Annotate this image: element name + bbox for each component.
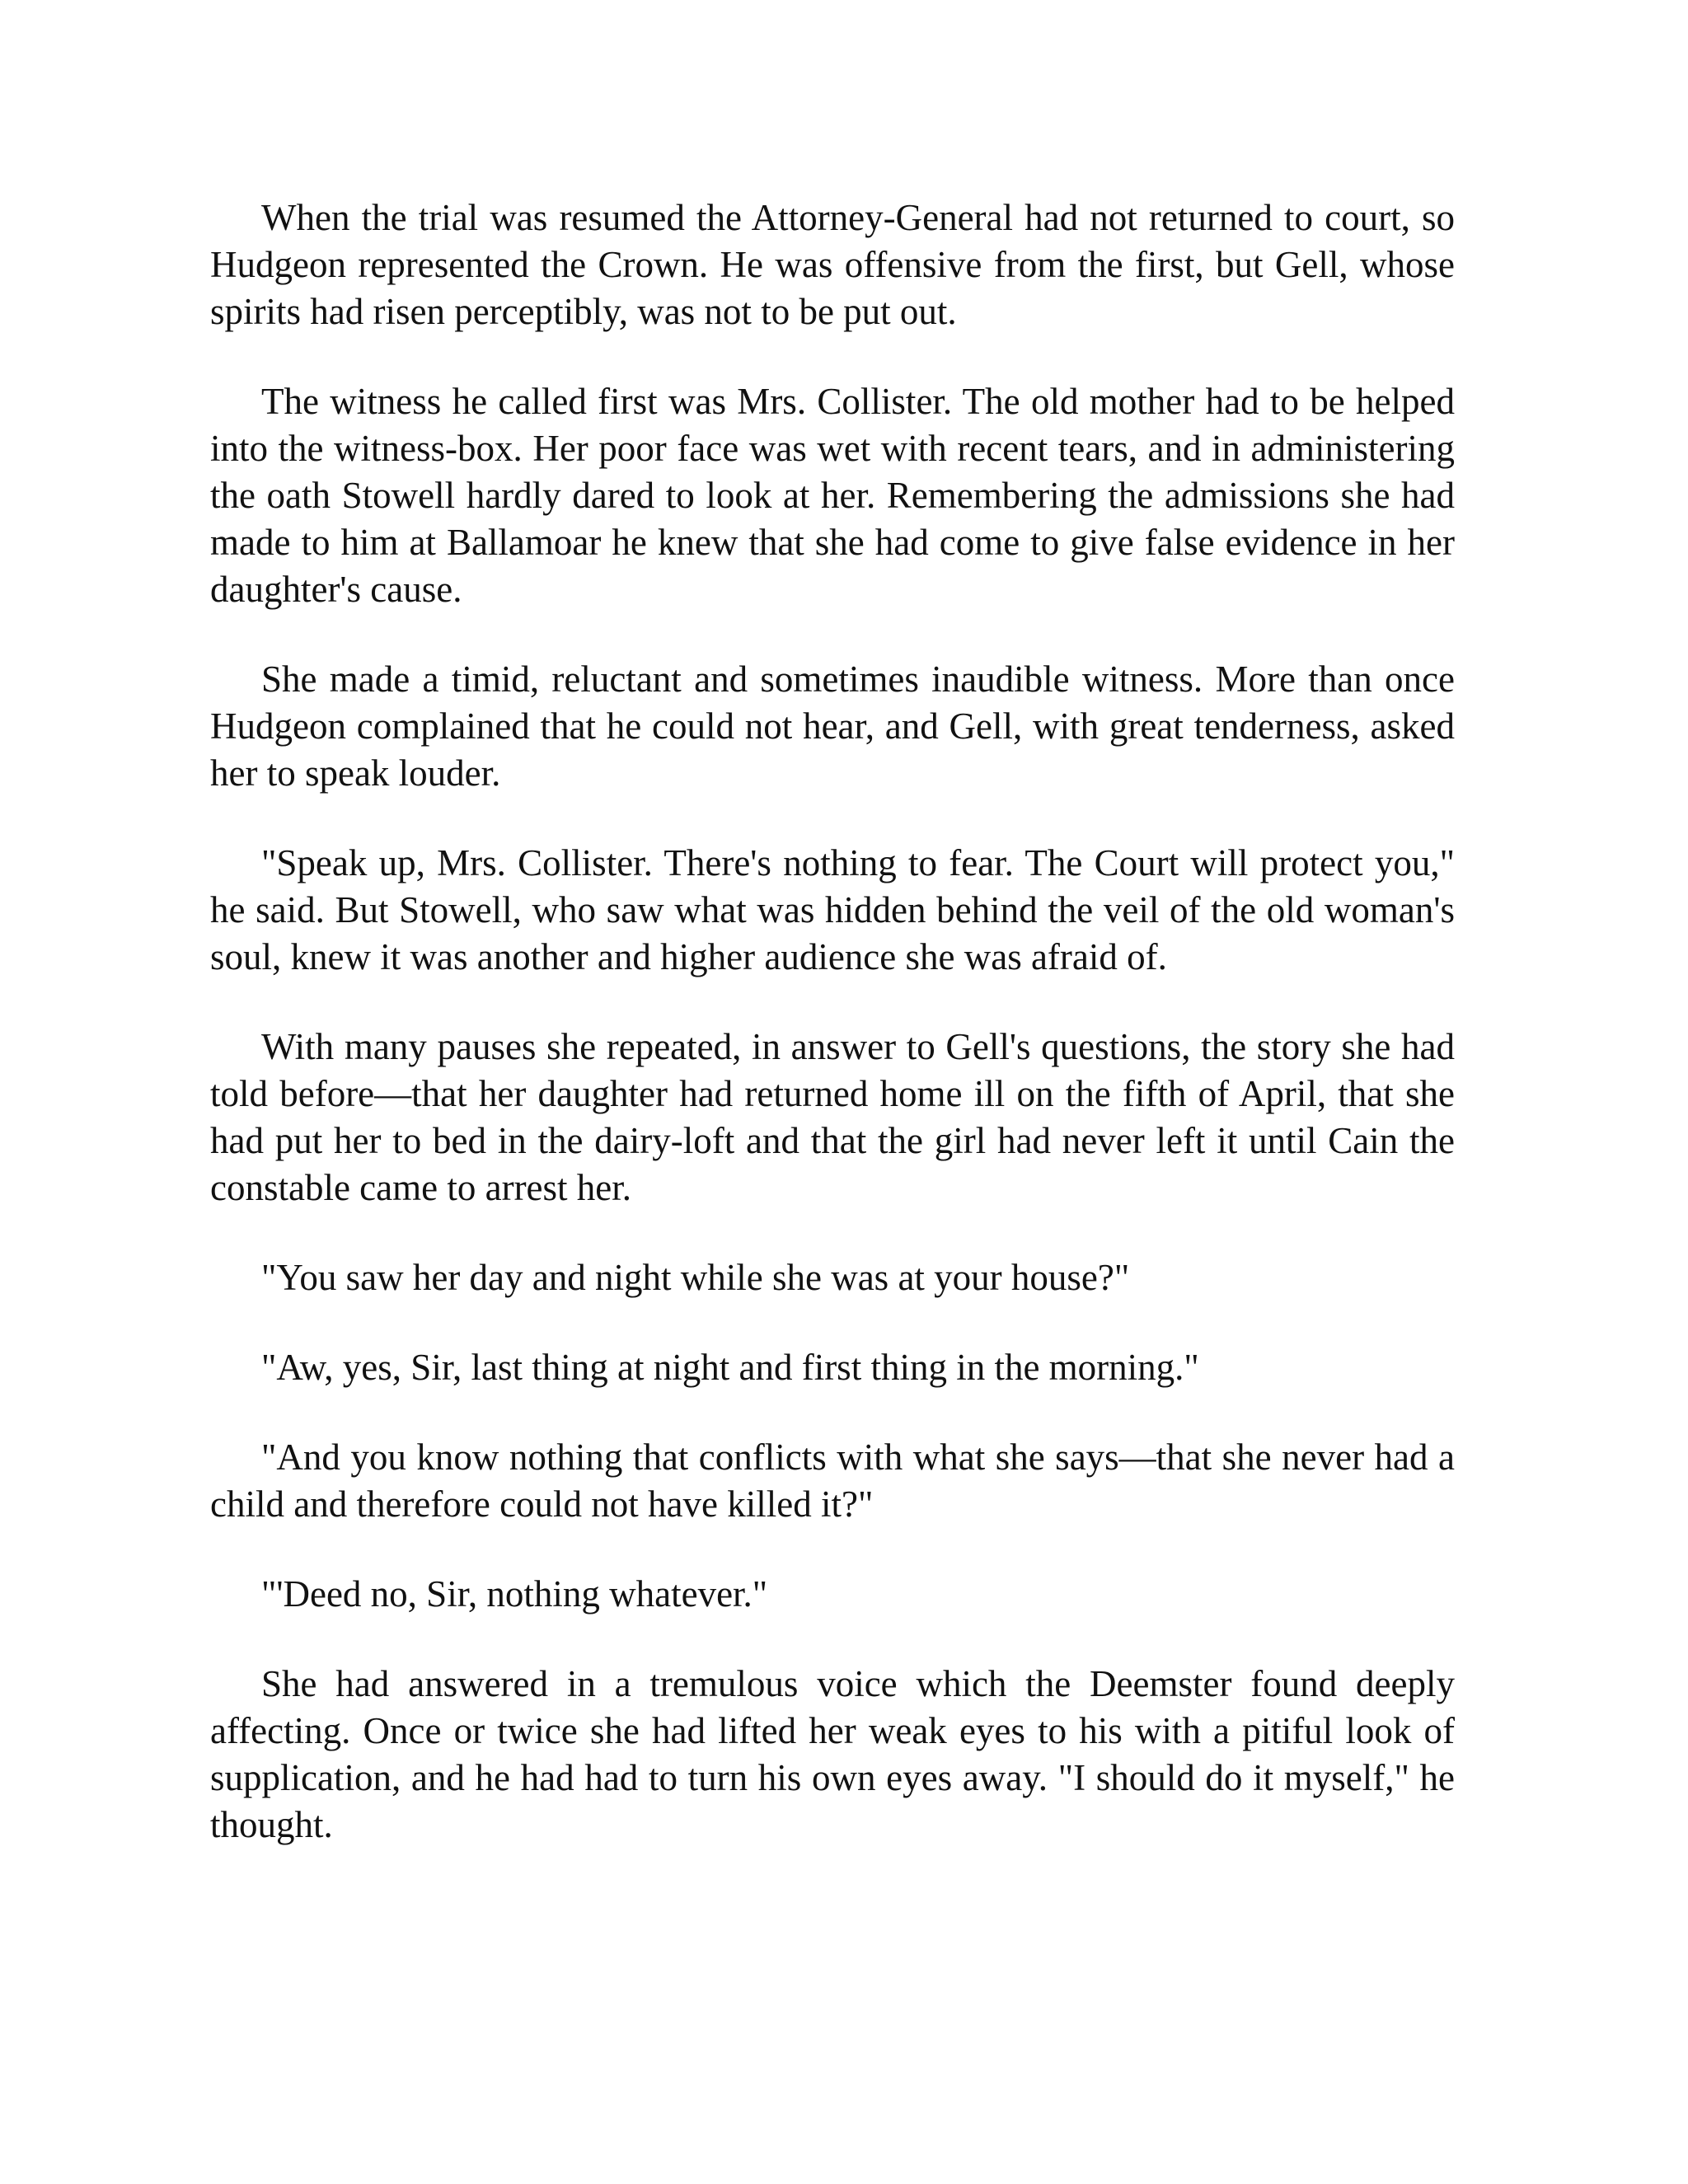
paragraph-nothing-conflicts: "And you know nothing that conflicts with what she says—that she never had a child and therefore could not have killed it?" [210,1436,1455,1525]
body-text [210,194,1455,1849]
paragraph-timid-witness: She made a timid, reluctant and sometimes inaudible witness. More than once Hudgeon complained that he could not hear, and Gell, with great tenderness, asked her to speak louder. [210,658,1455,794]
paragraph-witness-called: The witness he called first was Mrs. Collister. The old mother had to be helped into the witness-box. Her poor face was wet with recent tears, and in administering the oath Stowell hardly dared to look at her. Remembering the admissions she had made to him at Ballamoar he knew that she had come to give false evidence in her daughter's cause. [210,381,1455,610]
paragraph-many-pauses: With many pauses she repeated, in answer to Gell's questions, the story she had told before—that her daughter had returned home ill on the fifth of April, that she had put her to bed in the dairy-loft and that the girl had never left it until Cain the constable came to arrest her. [210,1026,1455,1208]
paragraph-speak-up: "Speak up, Mrs. Collister. There's nothing to fear. The Court will protect you," he said. But Stowell, who saw what was hidden behind the veil of the old woman's soul, knew it was another and higher audience she was afraid of. [210,842,1455,977]
paragraph-trial-resumed: When the trial was resumed the Attorney-General had not returned to court, so Hudgeon represented the Crown. He was offensive from the first, but Gell, whose spirits had risen perceptibly, was not to be put out. [210,197,1455,332]
paragraph-last-thing: "Aw, yes, Sir, last thing at night and first thing in the morning." [261,1347,1199,1388]
paragraph-tremulous-voice: She had answered in a tremulous voice which the Deemster found deeply affecting. Once or twice she had lifted her weak eyes to his with a pitiful look of supplication, and he had had to turn his own eyes away. "I should do it myself," he thought. [210,1663,1455,1845]
paragraph-day-and-night: "You saw her day and night while she was at your house?" [261,1257,1130,1298]
paragraph-deed-no: "'Deed no, Sir, nothing whatever." [261,1573,768,1615]
